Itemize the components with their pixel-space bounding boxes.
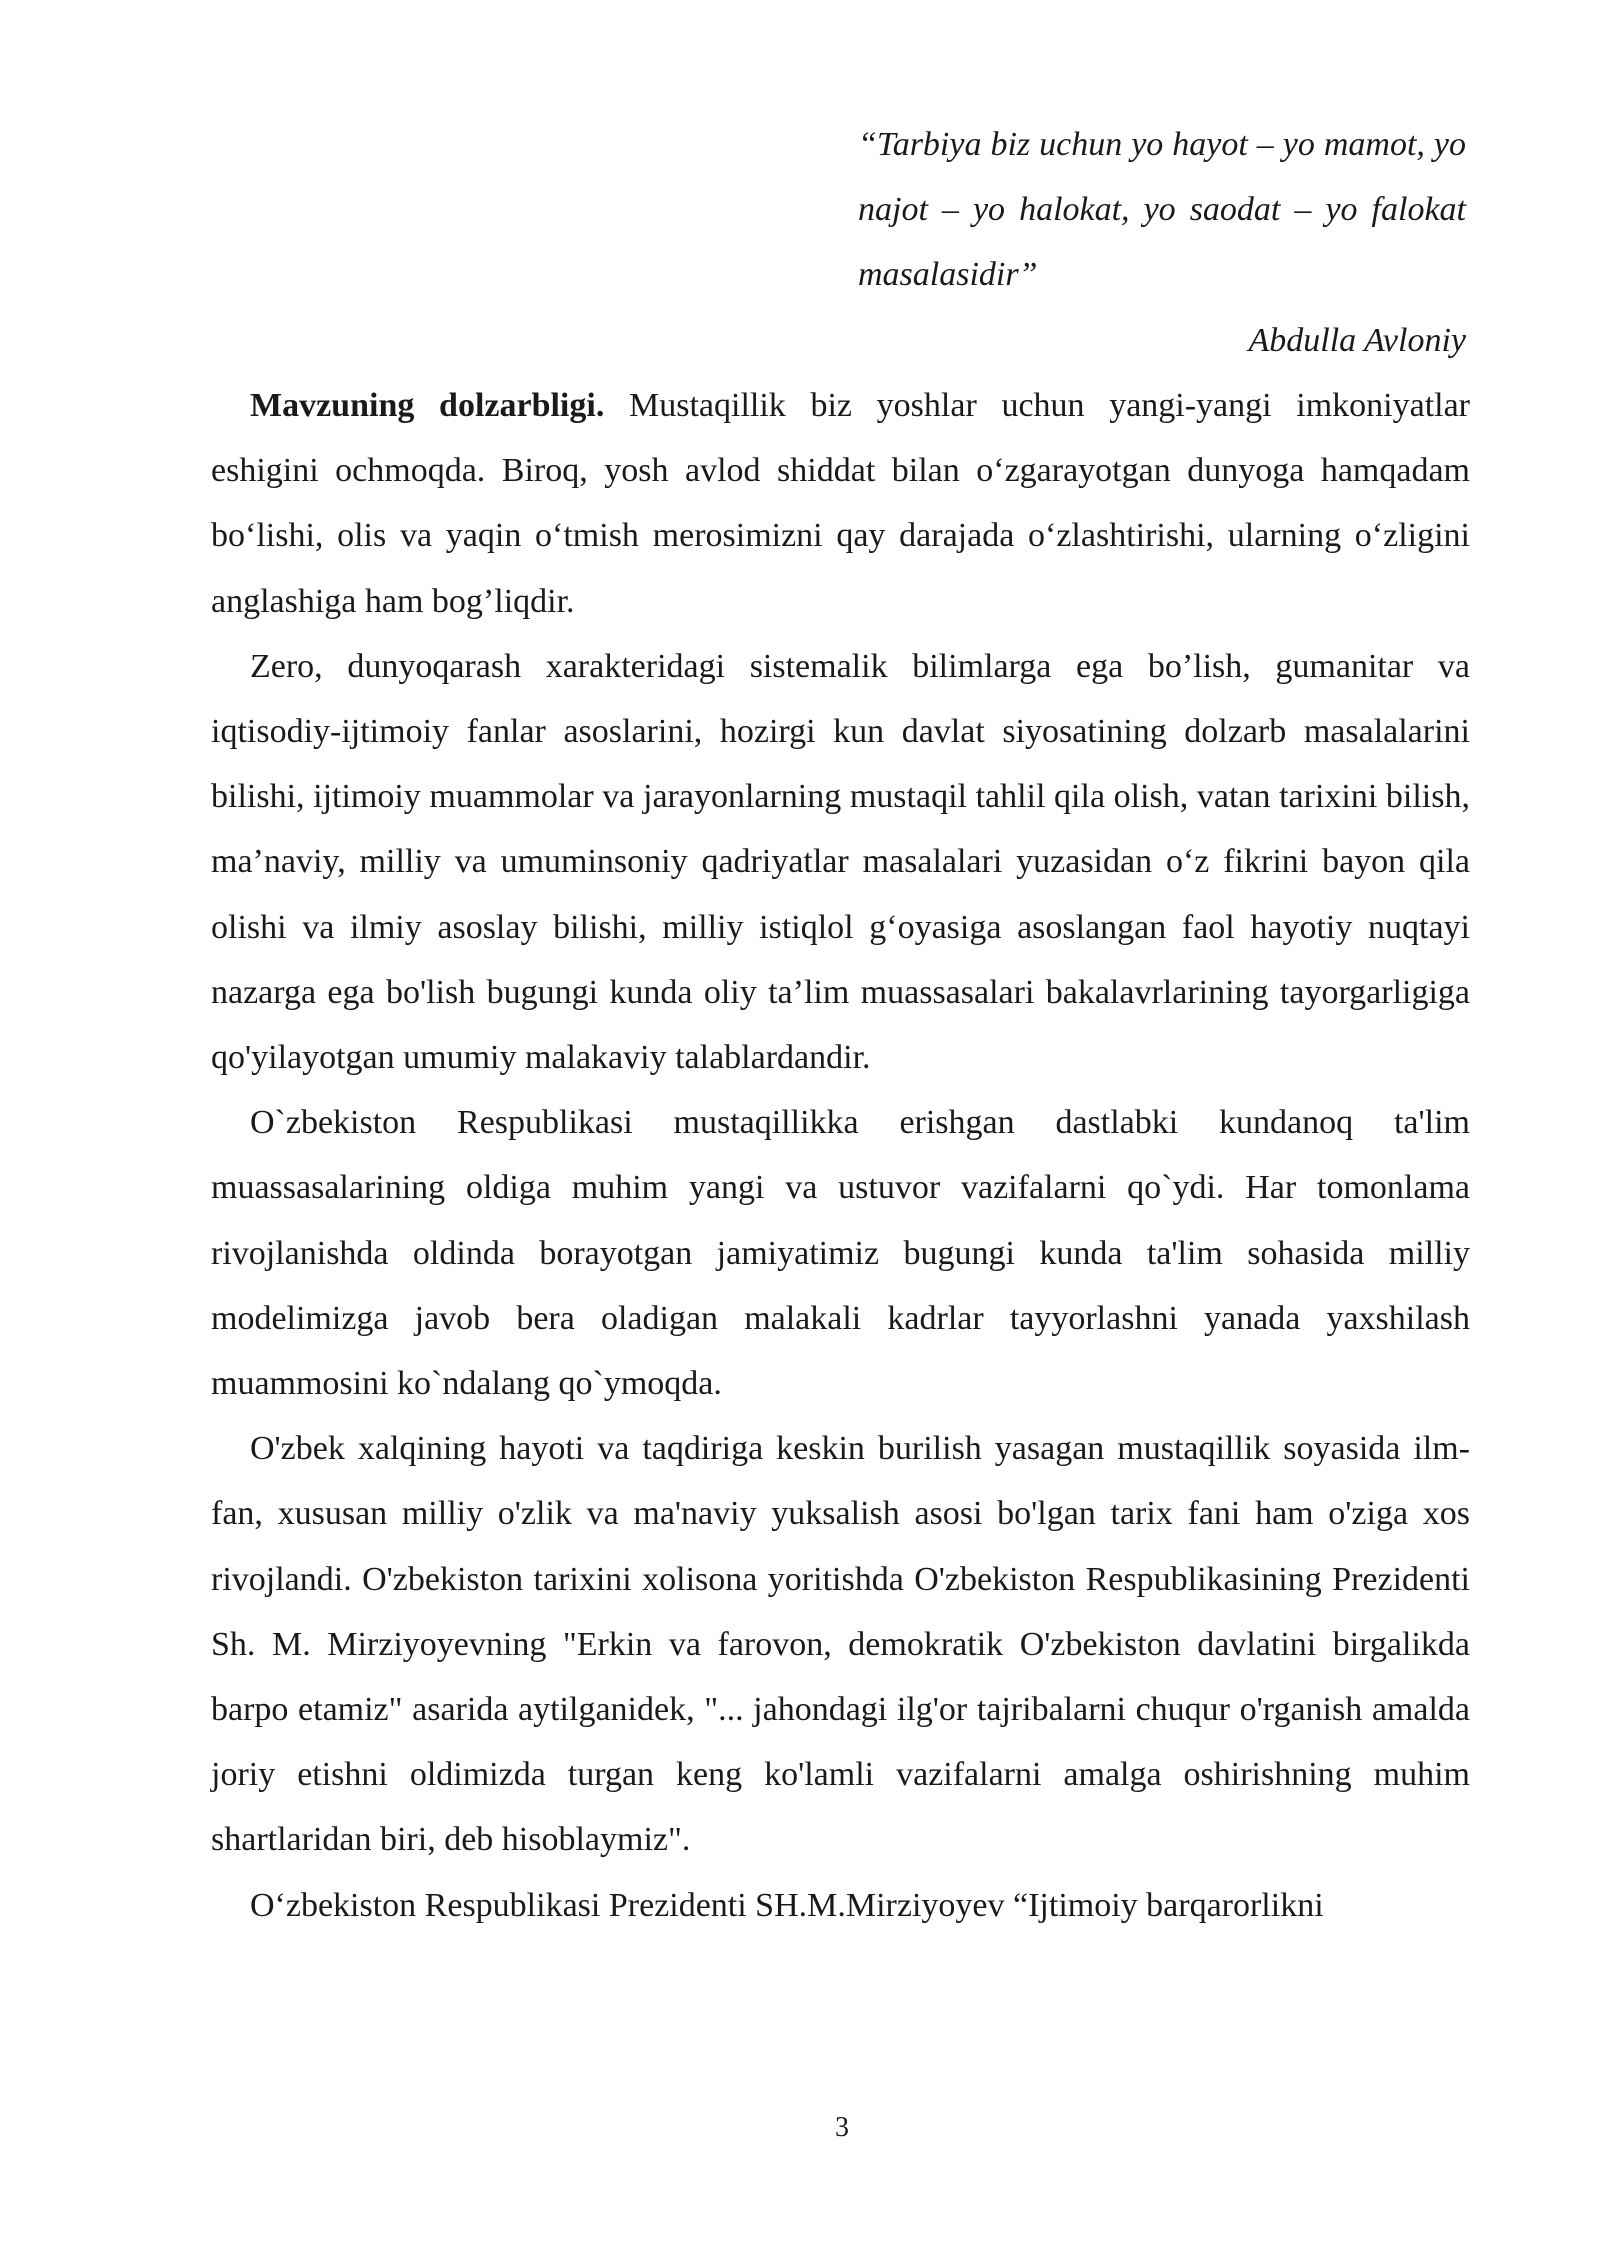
epigraph-quote: “Tarbiya biz uchun yo hayot – yo mamot, yo najot – yo halokat, yo saodat – yo falokat masalasidir”: [858, 126, 1466, 293]
page-number: 3: [835, 2112, 849, 2143]
body-text: [211, 373, 1470, 1938]
paragraph-relevance: [211, 373, 1470, 634]
section-heading: Mavzuning dolzarbligi.: [250, 387, 605, 424]
paragraph: O`zbekiston Respublikasi mustaqillikka erishgan dastlabki kundanoq ta'lim muassasalarining oldiga muhim yangi va ustuvor vazifalarni qo`ydi. Har tomonlama rivojlanishda oldinda borayotgan jamiyatimiz bugungi kunda ta'lim sohasida milliy modelimizga javob bera oladigan malakali kadrlar tayyorlashni yanada yaxshilash muammosini ko`ndalang qo`ymoqda.: [211, 1104, 1470, 1403]
paragraph: O'zbek xalqining hayoti va taqdiriga keskin burilish yasagan mustaqillik soyasida ilm-fan, xususan milliy o'zlik va ma'naviy yuksalish asosi bo'lgan tarix fani ham o'ziga xos rivojlandi. O'zbekiston tarixini xolisona yoritishda O'zbekiston Respublikasining Prezidenti Sh. M. Mirziyoyevning "Erkin va farovon, demokratik O'zbekiston davlatini birgalikda barpo etamiz" asarida aytilganidek, "... jahondagi ilg'or tajribalarni chuqur o'rganish amalda joriy etishni oldimizda turgan keng ko'lamli vazifalarni amalga oshirishning muhim shartlaridan biri, deb hisoblaymiz".: [211, 1430, 1470, 1859]
epigraph-author: Abdulla Avloniy: [1248, 322, 1466, 359]
paragraph-text: Mustaqillik biz yoshlar uchun yangi-yangi imkoniyatlar eshigini ochmoqda. Biroq, yosh avlod shiddat bilan o‘zgarayotgan dunyoga hamqadam bo‘lishi, olis va yaqin o‘tmish merosimizni qay darajada o‘zlashtirishi, ularning o‘zligini anglashiga ham bog’liqdir.: [211, 387, 1471, 620]
paragraph: Zero, dunyoqarash xarakteridagi sistemalik bilimlarga ega bo’lish, gumanitar va iqtisodiy-ijtimoiy fanlar asoslarini, hozirgi kun davlat siyosatining dolzarb masalalarini bilishi, ijtimoiy muammolar va jarayonlarning mustaqil tahlil qila olish, vatan tarixini bilish, ma’naviy, milliy va umuminsoniy qadriyatlar masalalari yuzasidan o‘z fikrini bayon qila olishi va ilmiy asoslay bilishi, milliy istiqlol g‘oyasiga asoslangan faol hayotiy nuqtayi nazarga ega bo'lish bugungi kunda oliy ta’lim muassasalari bakalavrlarining tayorgarligiga qo'yilayotgan umumiy malakaviy talablardandir.: [211, 647, 1470, 1077]
paragraph: O‘zbekiston Respublikasi Prezidenti SH.M.Mirziyoyev “Ijtimoiy barqarorlikni: [250, 1886, 1324, 1924]
